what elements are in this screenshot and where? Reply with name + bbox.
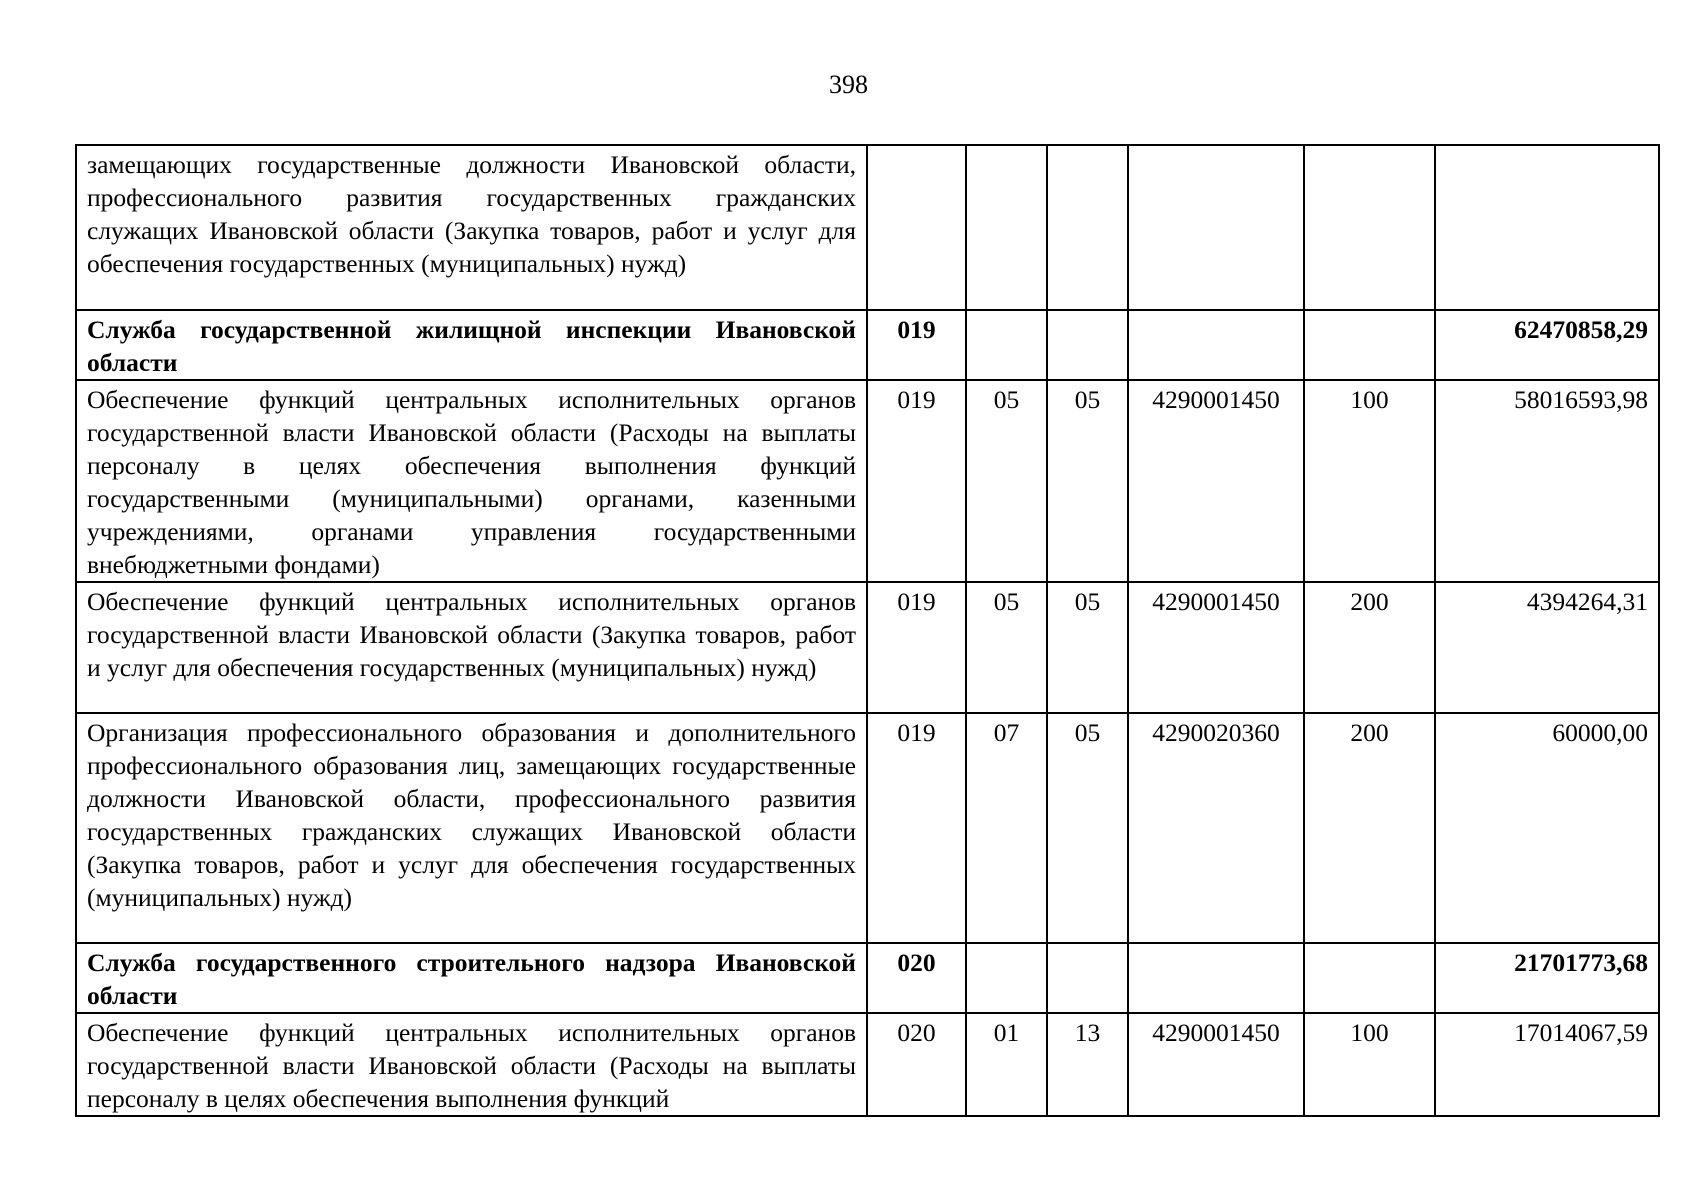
row-target: 4290001450 bbox=[1128, 1013, 1304, 1116]
row-target: 4290020360 bbox=[1128, 713, 1304, 943]
row-amount: 62470858,29 bbox=[1435, 310, 1659, 380]
row-expense-type: 100 bbox=[1304, 1013, 1435, 1116]
row-expense-type: 100 bbox=[1304, 380, 1435, 582]
table-row bbox=[76, 145, 1659, 310]
row-name: Служба государственной жилищной инспекции Ивановской области bbox=[76, 310, 867, 380]
row-name: Обеспечение функций центральных исполнительных органов государственной власти Ивановской области (Расходы на выплаты персоналу в целях обеспечения выполнения функций государственными (муниципальными) органами, казенными учреждениями, органами управления государственными внебюджетными фондами) bbox=[76, 380, 867, 582]
table-row bbox=[76, 582, 1659, 713]
row-name: замещающих государственные должности Ивановской области, профессионального развития государственных гражданских служащих Ивановской области (Закупка товаров, работ и услуг для обеспечения государственных (муниципальных) нужд) bbox=[76, 145, 867, 310]
row-name: Обеспечение функций центральных исполнительных органов государственной власти Ивановской области (Расходы на выплаты персоналу в целях обеспечения выполнения функций bbox=[76, 1013, 867, 1116]
row-subsection bbox=[1047, 145, 1128, 310]
row-subsection: 05 bbox=[1047, 713, 1128, 943]
row-amount: 21701773,68 bbox=[1435, 943, 1659, 1013]
row-expense-type: 200 bbox=[1304, 582, 1435, 713]
table-row bbox=[76, 1013, 1659, 1116]
row-section bbox=[966, 310, 1047, 380]
row-section: 01 bbox=[966, 1013, 1047, 1116]
row-target bbox=[1128, 310, 1304, 380]
row-subsection bbox=[1047, 943, 1128, 1013]
row-section: 07 bbox=[966, 713, 1047, 943]
row-ministry: 020 bbox=[867, 1013, 966, 1116]
row-expense-type bbox=[1304, 943, 1435, 1013]
row-expense-type bbox=[1304, 145, 1435, 310]
row-section: 05 bbox=[966, 380, 1047, 582]
row-target bbox=[1128, 145, 1304, 310]
row-target: 4290001450 bbox=[1128, 582, 1304, 713]
table-row bbox=[76, 310, 1659, 380]
row-name: Служба государственного строительного надзора Ивановской области bbox=[76, 943, 867, 1013]
page-number: 398 bbox=[829, 70, 868, 99]
row-ministry: 020 bbox=[867, 943, 966, 1013]
row-ministry: 019 bbox=[867, 582, 966, 713]
row-ministry: 019 bbox=[867, 380, 966, 582]
row-section: 05 bbox=[966, 582, 1047, 713]
row-amount: 58016593,98 bbox=[1435, 380, 1659, 582]
row-ministry: 019 bbox=[867, 713, 966, 943]
row-amount: 60000,00 bbox=[1435, 713, 1659, 943]
table-row bbox=[76, 713, 1659, 943]
row-ministry: 019 bbox=[867, 310, 966, 380]
row-name: Обеспечение функций центральных исполнительных органов государственной власти Ивановской области (Закупка товаров, работ и услуг для обеспечения государственных (муниципальных) нужд) bbox=[76, 582, 867, 713]
row-name: Организация профессионального образования и дополнительного профессионального образования лиц, замещающих государственные должности Ивановской области, профессионального развития государственных гражданских служащих Ивановской области (Закупка товаров, работ и услуг для обеспечения государственных (муниципальных) нужд) bbox=[76, 713, 867, 943]
row-subsection: 05 bbox=[1047, 380, 1128, 582]
row-subsection: 13 bbox=[1047, 1013, 1128, 1116]
row-amount bbox=[1435, 145, 1659, 310]
row-section bbox=[966, 145, 1047, 310]
row-ministry bbox=[867, 145, 966, 310]
budget-table bbox=[75, 144, 1660, 1117]
row-expense-type bbox=[1304, 310, 1435, 380]
row-subsection bbox=[1047, 310, 1128, 380]
row-target bbox=[1128, 943, 1304, 1013]
row-subsection: 05 bbox=[1047, 582, 1128, 713]
row-target: 4290001450 bbox=[1128, 380, 1304, 582]
row-expense-type: 200 bbox=[1304, 713, 1435, 943]
table-row bbox=[76, 943, 1659, 1013]
table-row bbox=[76, 380, 1659, 582]
row-amount: 4394264,31 bbox=[1435, 582, 1659, 713]
row-amount: 17014067,59 bbox=[1435, 1013, 1659, 1116]
row-section bbox=[966, 943, 1047, 1013]
